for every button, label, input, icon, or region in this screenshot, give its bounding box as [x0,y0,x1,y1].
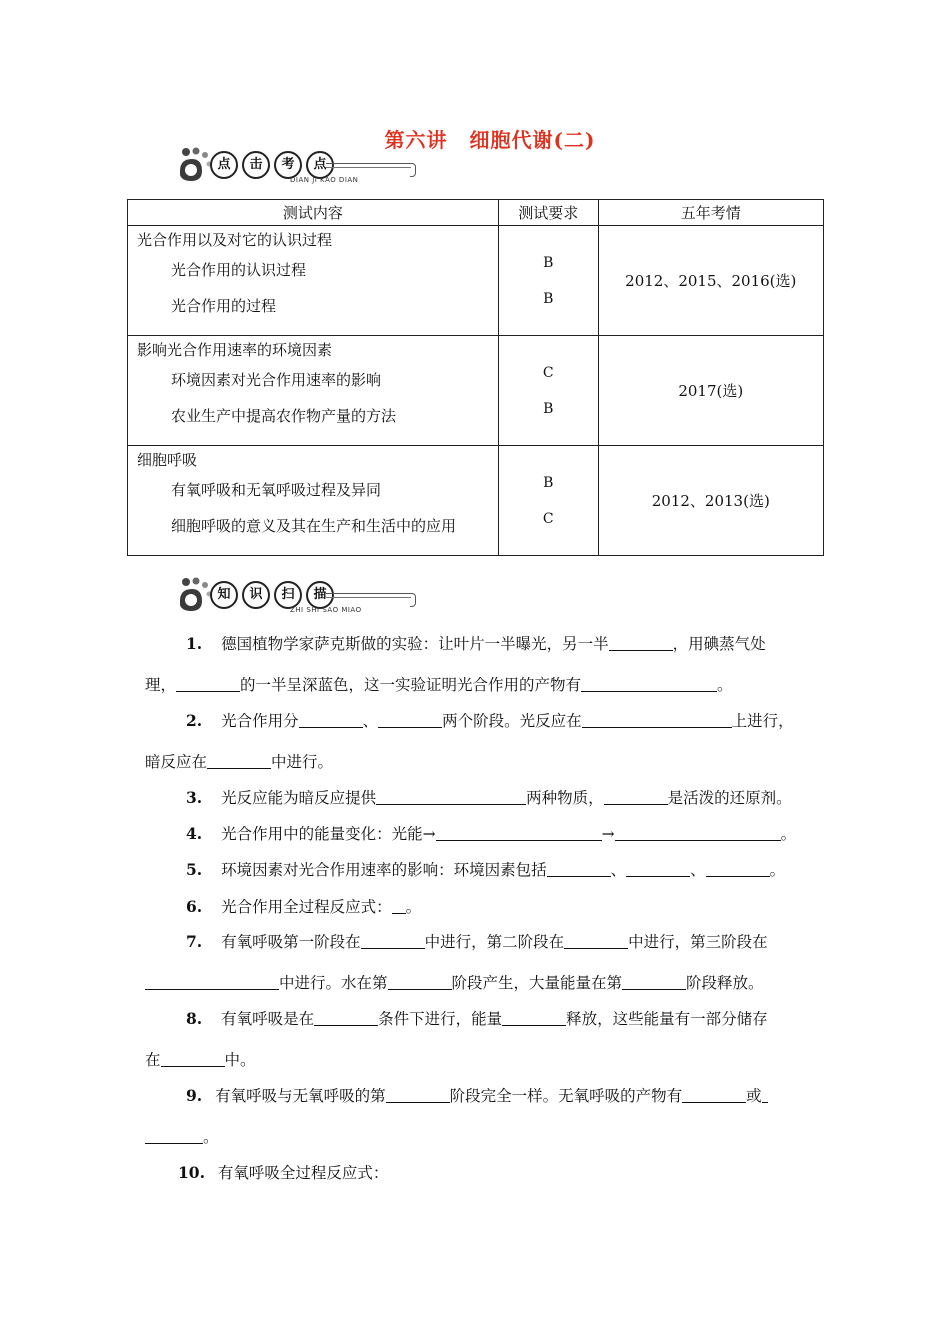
answer-blank[interactable] [604,790,668,805]
answer-blank[interactable] [564,934,628,949]
badge-line [326,597,411,598]
question-text: 、 [610,861,627,879]
question-text: 的一半呈深蓝色，这一实验证明光合作用的产物有 [240,676,582,694]
question-6 [186,897,421,917]
question-10 [178,1163,388,1183]
question-7-line2 [145,973,764,993]
question-text: 。 [405,898,422,916]
answer-blank[interactable] [299,713,363,728]
topic-title: 光合作用以及对它的认识过程 [137,231,333,249]
question-text: 。 [780,825,797,843]
question-2-line2 [145,752,333,772]
question-text: 。 [769,861,786,879]
level-value: B [543,400,554,417]
question-number: 5. [186,860,203,879]
question-text: 在 [145,1051,161,1069]
question-text: 有氧呼吸是在 [221,1010,315,1028]
section-badge-kaodian [176,145,421,189]
answer-blank[interactable] [581,677,717,692]
question-text: 中进行。 [271,753,334,771]
question-text: 光合作用分 [221,712,299,730]
level-cell [498,226,598,336]
answer-blank[interactable] [622,975,686,990]
question-7-line1 [186,932,768,952]
answer-blank[interactable] [361,934,425,949]
answer-blank[interactable] [161,1052,225,1067]
answer-blank[interactable] [682,1088,746,1103]
question-text: 德国植物学家萨克斯做的实验：让叶片一半曝光，另一半 [221,635,609,653]
answer-blank[interactable] [388,975,452,990]
badge-char: 击 [242,151,270,179]
question-text: 或 [746,1087,762,1105]
badge-char: 识 [242,581,270,609]
question-text: 阶段产生，大量能量在第 [451,974,623,992]
arrow-icon: → [601,825,615,843]
question-8-line2 [145,1050,256,1070]
answer-blank[interactable] [145,1129,203,1144]
badge-line [326,593,411,594]
question-2-line1 [186,711,794,731]
table-row [128,226,824,336]
answer-blank[interactable] [207,754,271,769]
badge-char: 扫 [274,581,302,609]
answer-blank[interactable] [582,713,732,728]
question-number: 7. [186,932,203,951]
person-dots-logo [176,145,214,185]
badge-char: 描 [306,581,334,609]
topic-item: 有氧呼吸和无氧呼吸过程及异同 [171,481,382,499]
title-topic: 细胞代谢(二) [469,128,596,152]
level-value: B [543,290,554,307]
level-value: C [542,510,554,527]
question-text: 有氧呼吸与无氧呼吸的第 [215,1087,386,1105]
badge-char: 点 [210,151,238,179]
answer-blank[interactable] [436,826,602,841]
question-text: 阶段完全一样。无氧呼吸的产物有 [449,1087,683,1105]
table-row [128,446,824,556]
header-requirement: 测试要求 [498,200,598,226]
page-title [0,124,950,153]
answer-blank[interactable] [706,862,770,877]
topic-item: 细胞呼吸的意义及其在生产和生活中的应用 [171,517,457,535]
question-text: 理， [145,676,177,694]
answer-blank[interactable] [176,677,240,692]
question-text: 条件下进行，能量 [378,1010,503,1028]
question-text: 阶段释放。 [686,974,764,992]
person-dots-logo [176,575,214,615]
badge-pinyin: DIAN JI KAO DIAN [290,176,359,184]
question-text: 环境因素对光合作用速率的影响：环境因素包括 [221,861,547,879]
question-number: 3. [186,788,203,807]
badge-line [326,167,411,168]
question-text: 中。 [224,1051,256,1069]
badge-char: 点 [306,151,334,179]
question-text: 上进行， [731,712,794,730]
requirements-table [127,199,824,556]
level-value: B [543,254,554,271]
badge-hook [410,593,416,607]
question-number: 1. [186,634,203,653]
years-cell: 2017(选) [598,336,823,446]
question-5 [186,860,785,880]
answer-blank[interactable] [314,1011,378,1026]
answer-blank[interactable] [547,862,611,877]
answer-blank[interactable] [145,975,279,990]
question-1-line2 [145,675,733,695]
section-badge-zhishi [176,575,421,619]
question-text: ，用碘蒸气处 [672,635,766,653]
question-text: 是活泼的还原剂。 [667,789,792,807]
question-number: 9. [186,1086,203,1105]
question-text: 。 [203,1128,219,1146]
arrow-icon: → [422,825,436,843]
answer-blank[interactable] [386,1088,450,1103]
content-cell [128,336,499,446]
topic-item: 农业生产中提高农作物产量的方法 [171,407,397,425]
question-9-line1 [186,1086,768,1106]
answer-blank[interactable] [502,1011,566,1026]
header-years: 五年考情 [598,200,823,226]
question-number: 8. [186,1009,203,1028]
question-text: 释放，这些能量有一部分储存 [566,1010,768,1028]
header-content: 测试内容 [128,200,499,226]
level-cell [498,446,598,556]
question-text: 中进行。水在第 [279,974,388,992]
answer-blank[interactable] [376,790,526,805]
table-header-row [128,200,824,226]
years-cell: 2012、2013(选) [598,446,823,556]
question-number: 2. [186,711,203,730]
question-text: 光合作用中的能量变化：光能 [221,825,423,843]
question-text: 、 [362,712,379,730]
level-cell [498,336,598,446]
question-text: 光合作用全过程反应式： [221,898,392,916]
question-text: 、 [690,861,706,879]
question-4 [186,824,796,844]
title-lecture: 第六讲 [384,128,448,152]
content-cell [128,226,499,336]
question-text: 中进行，第三阶段在 [628,933,768,951]
table-row [128,336,824,446]
question-text: 两种物质， [526,789,604,807]
badge-line [326,163,411,164]
badge-pinyin: ZHI SHI SAO MIAO [290,606,362,614]
topic-item: 光合作用的过程 [171,297,277,315]
question-text: 暗反应在 [145,753,208,771]
topic-item: 环境因素对光合作用速率的影响 [171,371,382,389]
badge-hook [410,163,416,177]
topic-title: 细胞呼吸 [137,451,198,469]
level-value: C [542,364,554,381]
years-cell: 2012、2015、2016(选) [598,226,823,336]
answer-blank[interactable] [762,1088,768,1103]
answer-blank[interactable] [615,826,781,841]
question-text: 有氧呼吸全过程反应式： [217,1164,389,1182]
answer-blank[interactable] [609,636,673,651]
answer-blank[interactable] [378,713,442,728]
question-number: 6. [186,897,203,916]
question-text: 光反应能为暗反应提供 [221,789,377,807]
level-value: B [543,474,554,491]
answer-blank[interactable] [626,862,690,877]
topic-title: 影响光合作用速率的环境因素 [137,341,333,359]
question-8-line1 [186,1009,768,1029]
question-text: 两个阶段。光反应在 [442,712,582,730]
topic-item: 光合作用的认识过程 [171,261,307,279]
question-text: 中进行，第二阶段在 [424,933,565,951]
content-cell [128,446,499,556]
question-text: 。 [717,676,733,694]
question-9-line2 [145,1127,219,1147]
answer-blank[interactable] [392,899,406,914]
question-text: 有氧呼吸第一阶段在 [221,933,361,951]
question-number: 10. [178,1163,205,1182]
badge-char: 知 [210,581,238,609]
question-3 [186,788,792,808]
question-1-line1 [186,634,766,654]
question-number: 4. [186,824,203,843]
badge-char: 考 [274,151,302,179]
